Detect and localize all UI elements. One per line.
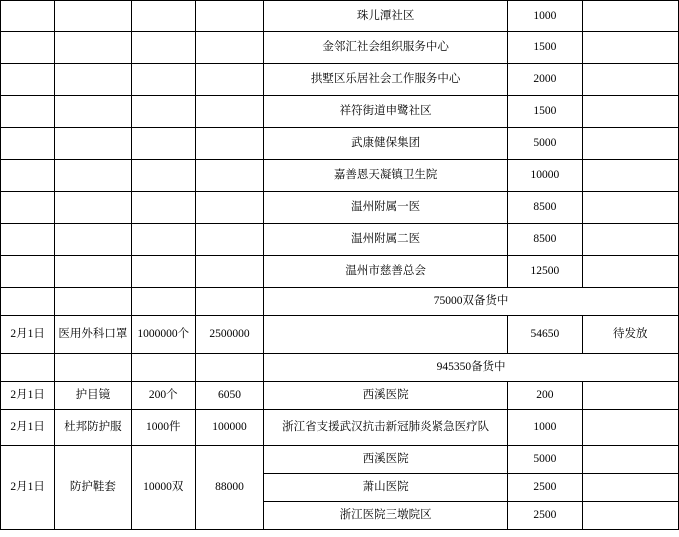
cell-dest: 金邻汇社会组织服务中心	[264, 32, 508, 64]
cell-amount	[195, 1, 263, 32]
table-row	[1, 1, 679, 32]
cell-amount	[195, 96, 263, 128]
cell-date: 2月1日	[1, 316, 55, 354]
cell-amount: 6050	[195, 382, 263, 410]
cell-qty: 200个	[131, 382, 195, 410]
table-row-goggles	[1, 382, 679, 410]
cell-num: 8500	[508, 192, 582, 224]
cell-amount	[195, 64, 263, 96]
cell-note	[582, 96, 678, 128]
cell-date	[1, 354, 55, 382]
cell-item: 杜邦防护服	[55, 410, 131, 446]
cell-date: 2月1日	[1, 446, 55, 530]
cell-amount: 88000	[195, 446, 263, 530]
cell-note	[582, 256, 678, 288]
table-row	[1, 192, 679, 224]
cell-num: 10000	[508, 160, 582, 192]
cell-qty	[131, 354, 195, 382]
cell-num: 1000	[508, 410, 582, 446]
cell-note	[582, 446, 678, 474]
cell-item	[55, 160, 131, 192]
cell-date	[1, 160, 55, 192]
table-row-surgical-mask	[1, 316, 679, 354]
cell-note	[582, 474, 678, 502]
cell-date	[1, 288, 55, 316]
cell-dest: 温州附属一医	[264, 192, 508, 224]
cell-item	[55, 192, 131, 224]
cell-note	[582, 128, 678, 160]
table-row	[1, 128, 679, 160]
cell-num: 54650	[508, 316, 582, 354]
table-row	[1, 256, 679, 288]
table-row-protective-suit	[1, 410, 679, 446]
cell-date	[1, 256, 55, 288]
cell-note	[582, 160, 678, 192]
table-row	[1, 160, 679, 192]
cell-note: 待发放	[582, 316, 678, 354]
cell-backorder-note: 945350备货中	[264, 354, 679, 382]
table-row	[1, 32, 679, 64]
cell-item	[55, 32, 131, 64]
cell-note	[582, 410, 678, 446]
cell-qty: 1000件	[131, 410, 195, 446]
cell-dest: 温州附属二医	[264, 224, 508, 256]
cell-amount	[195, 128, 263, 160]
cell-dest: 拱墅区乐居社会工作服务中心	[264, 64, 508, 96]
cell-note	[582, 502, 678, 530]
cell-backorder-note: 75000双备货中	[264, 288, 679, 316]
cell-note	[582, 224, 678, 256]
cell-dest: 武康健保集团	[264, 128, 508, 160]
cell-item: 医用外科口罩	[55, 316, 131, 354]
cell-amount	[195, 354, 263, 382]
cell-num: 1500	[508, 96, 582, 128]
cell-qty	[131, 288, 195, 316]
cell-item	[55, 256, 131, 288]
cell-num: 8500	[508, 224, 582, 256]
cell-amount	[195, 256, 263, 288]
cell-qty	[131, 128, 195, 160]
cell-date	[1, 192, 55, 224]
cell-num: 12500	[508, 256, 582, 288]
cell-item	[55, 1, 131, 32]
cell-dest: 温州市慈善总会	[264, 256, 508, 288]
cell-num: 2500	[508, 502, 582, 530]
cell-amount: 100000	[195, 410, 263, 446]
cell-dest	[264, 316, 508, 354]
cell-qty	[131, 32, 195, 64]
cell-amount: 2500000	[195, 316, 263, 354]
cell-qty	[131, 160, 195, 192]
table-row-merged-note	[1, 288, 679, 316]
cell-qty: 10000双	[131, 446, 195, 530]
table-row-merged-note	[1, 354, 679, 382]
cell-dest: 萧山医院	[264, 474, 508, 502]
cell-qty	[131, 192, 195, 224]
cell-dest: 祥符街道申鹭社区	[264, 96, 508, 128]
cell-date	[1, 128, 55, 160]
cell-amount	[195, 288, 263, 316]
cell-num: 1000	[508, 1, 582, 32]
cell-item	[55, 64, 131, 96]
cell-qty	[131, 64, 195, 96]
cell-item: 防护鞋套	[55, 446, 131, 530]
cell-num: 5000	[508, 128, 582, 160]
cell-amount	[195, 192, 263, 224]
cell-note	[582, 64, 678, 96]
cell-qty	[131, 96, 195, 128]
cell-date	[1, 32, 55, 64]
cell-date	[1, 64, 55, 96]
cell-date: 2月1日	[1, 410, 55, 446]
cell-amount	[195, 224, 263, 256]
cell-date	[1, 1, 55, 32]
cell-num: 200	[508, 382, 582, 410]
cell-item	[55, 224, 131, 256]
cell-dest: 浙江省支援武汉抗击新冠肺炎紧急医疗队	[264, 410, 508, 446]
cell-item	[55, 354, 131, 382]
cell-dest: 嘉善恩天凝镇卫生院	[264, 160, 508, 192]
cell-date: 2月1日	[1, 382, 55, 410]
cell-num: 2000	[508, 64, 582, 96]
cell-item	[55, 128, 131, 160]
cell-amount	[195, 160, 263, 192]
cell-dest: 西溪医院	[264, 382, 508, 410]
cell-num: 5000	[508, 446, 582, 474]
cell-note	[582, 1, 678, 32]
cell-note	[582, 382, 678, 410]
cell-dest: 浙江医院三墩院区	[264, 502, 508, 530]
cell-item	[55, 96, 131, 128]
cell-num: 2500	[508, 474, 582, 502]
cell-qty	[131, 224, 195, 256]
cell-dest: 西溪医院	[264, 446, 508, 474]
table-row	[1, 64, 679, 96]
table-row	[1, 224, 679, 256]
table-row	[1, 96, 679, 128]
cell-date	[1, 96, 55, 128]
cell-date	[1, 224, 55, 256]
cell-num: 1500	[508, 32, 582, 64]
table-row-shoe-cover	[1, 446, 679, 474]
cell-note	[582, 192, 678, 224]
cell-dest: 珠儿潭社区	[264, 1, 508, 32]
cell-item: 护目镜	[55, 382, 131, 410]
cell-qty	[131, 1, 195, 32]
cell-qty	[131, 256, 195, 288]
cell-item	[55, 288, 131, 316]
cell-amount	[195, 32, 263, 64]
cell-note	[582, 32, 678, 64]
cell-qty: 1000000个	[131, 316, 195, 354]
